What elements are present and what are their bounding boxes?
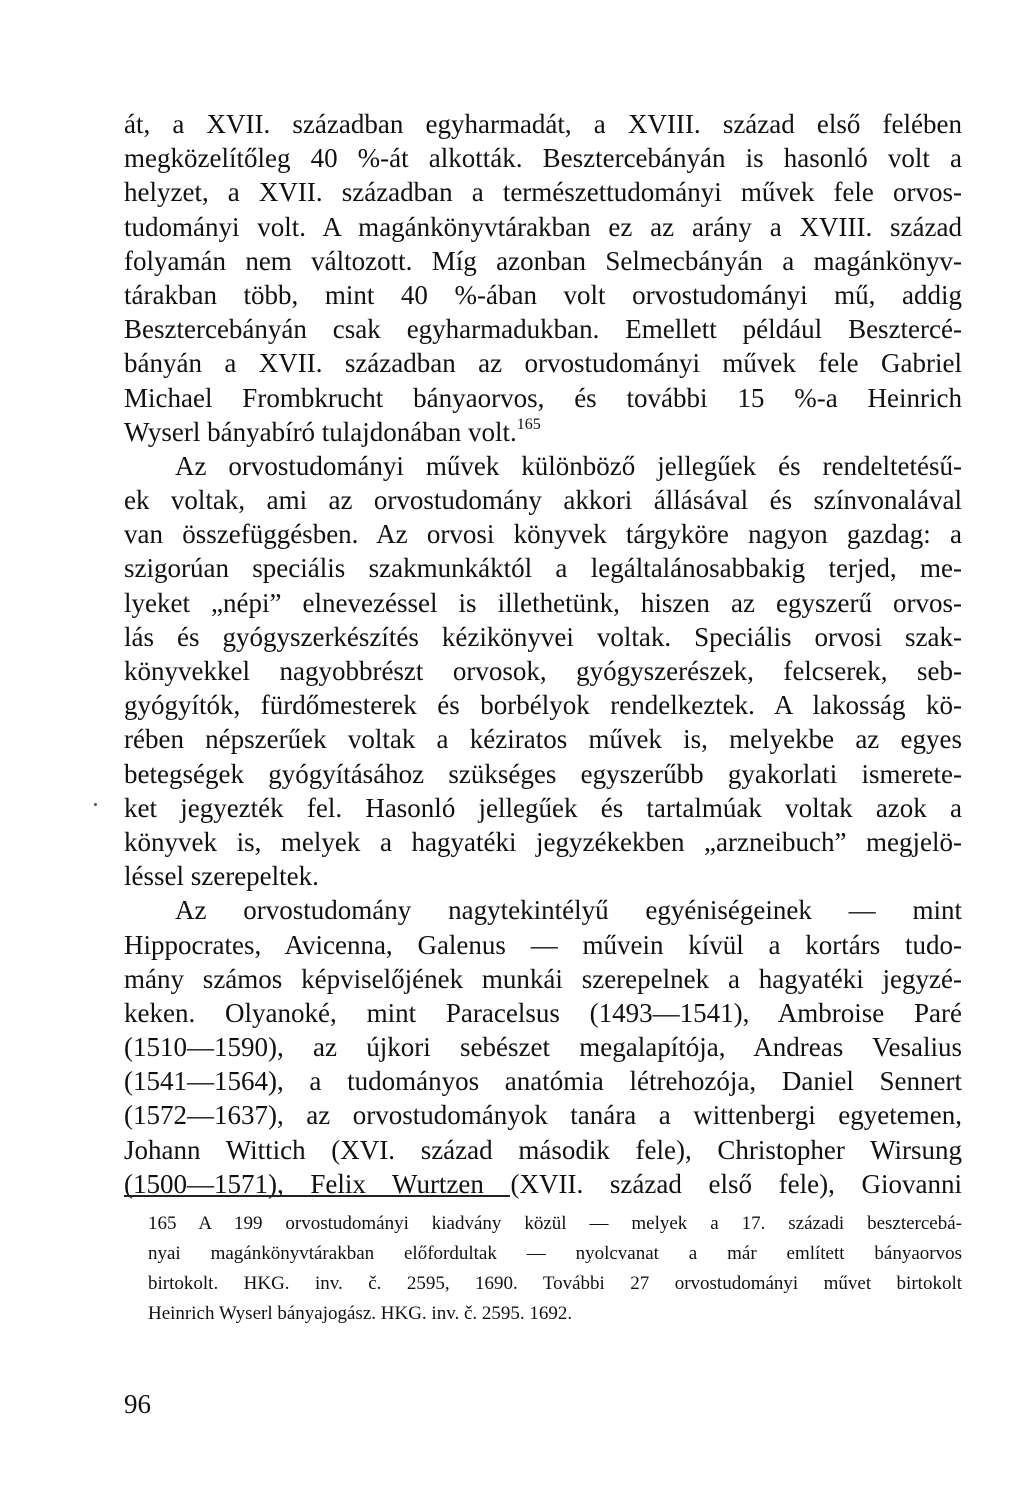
text-line: betegségek gyógyításához szükséges egyszerűbb gyakorlati ismerete-: [124, 758, 962, 789]
body-text: [124, 107, 962, 1201]
text-line: mány számos képviselőjének munkái szerepelnek a hagyatéki jegyzé-: [124, 963, 962, 994]
text-line: gyógyítók, fürdőmesterek és borbélyok rendelkeztek. A lakosság kö-: [124, 690, 962, 721]
text-line: (1500—1571), Felix Wurtzen (XVII. század első fele), Giovanni: [124, 1168, 962, 1199]
footnote: [148, 1209, 962, 1329]
text-line: Michael Frombkrucht bányaorvos, és további 15 %-a Heinrich: [124, 382, 962, 413]
footnote-line: birtokolt. HKG. inv. č. 2595, 1690. További 27 orvostudományi művet birtokolt: [148, 1273, 962, 1294]
text-line: (1541—1564), a tudományos anatómia létrehozója, Daniel Sennert: [124, 1066, 962, 1097]
text-line: Johann Wittich (XVI. század második fele), Christopher Wirsung: [124, 1134, 962, 1165]
text-line: Hippocrates, Avicenna, Galenus — művein kívül a kortárs tudo-: [124, 929, 962, 960]
footnote-line: 165 A 199 orvostudományi kiadvány közül — melyek a 17. századi besztercebá-: [148, 1213, 962, 1234]
text-line: Besztercebányán csak egyharmadukban. Emellett például Besztercé-: [124, 314, 962, 345]
paragraph-first-line: Az orvostudományi művek különböző jellegűek és rendeltetésű-: [175, 450, 962, 481]
paragraph-first-line: Az orvostudomány nagytekintélyű egyéniségeinek — mint: [175, 895, 962, 926]
text-line: van összefüggésben. Az orvosi könyvek tárgyköre nagyon gazdag: a: [124, 519, 962, 550]
text-line: keken. Olyanoké, mint Paracelsus (1493—1541), Ambroise Paré: [124, 997, 962, 1028]
text-line-content: Wyserl bányabíró tulajdonában volt.: [124, 416, 517, 447]
text-line: át, a XVII. században egyharmadát, a XVIII. század első felében: [124, 109, 962, 139]
footnote-reference[interactable]: 165: [516, 415, 541, 433]
scan-speck: [94, 803, 97, 806]
text-line: tárakban több, mint 40 %-ában volt orvostudományi mű, addig: [124, 279, 962, 310]
footnote-line: Heinrich Wyserl bányajogász. HKG. inv. č. 2595. 1692.: [148, 1303, 573, 1324]
text-line: megközelítőleg 40 %-át alkották. Besztercebányán is hasonló volt a: [124, 143, 962, 174]
text-line: tudományi volt. A magánkönyvtárakban ez az arány a XVIII. század: [124, 211, 962, 242]
page-number: 96: [124, 1389, 151, 1419]
text-line: könyvekkel nagyobbrészt orvosok, gyógyszerészek, felcserek, seb-: [124, 656, 962, 686]
text-line: szigorúan speciális szakmunkáktól a legáltalánosabbakig terjed, me-: [124, 553, 962, 584]
text-line: bányán a XVII. században az orvostudományi művek fele Gabriel: [124, 348, 962, 379]
text-line: lás és gyógyszerkészítés kézikönyvei voltak. Speciális orvosi szak-: [124, 621, 962, 652]
text-line: helyzet, a XVII. században a természettudományi művek fele orvos-: [124, 177, 962, 208]
text-line-with-footnote-ref: [124, 415, 962, 449]
text-line: rében népszerűek voltak a kéziratos művek is, melyekbe az egyes: [124, 724, 962, 755]
text-line: ek voltak, ami az orvostudomány akkori állásával és színvonalával: [124, 485, 962, 516]
footnote-separator: [124, 1195, 510, 1197]
text-line: (1572—1637), az orvostudományok tanára a wittenbergi egyetemen,: [124, 1100, 962, 1131]
text-line: (1510—1590), az újkori sebészet megalapítója, Andreas Vesalius: [124, 1032, 962, 1063]
text-line: lyeket „népi” elnevezéssel is illethetünk, hiszen az egyszerű orvos-: [124, 587, 962, 618]
text-line: folyamán nem változott. Míg azonban Selmecbányán a magánkönyv-: [124, 245, 962, 276]
text-line: ket jegyezték fel. Hasonló jellegűek és tartalmúak voltak azok a: [124, 792, 962, 823]
text-line: léssel szerepeltek.: [124, 861, 319, 892]
footnote-line: nyai magánkönyvtárakban előfordultak — nyolcvanat a már említett bányaorvos: [148, 1243, 962, 1264]
text-line: könyvek is, melyek a hagyatéki jegyzékekben „arzneibuch” megjelö-: [124, 826, 962, 857]
